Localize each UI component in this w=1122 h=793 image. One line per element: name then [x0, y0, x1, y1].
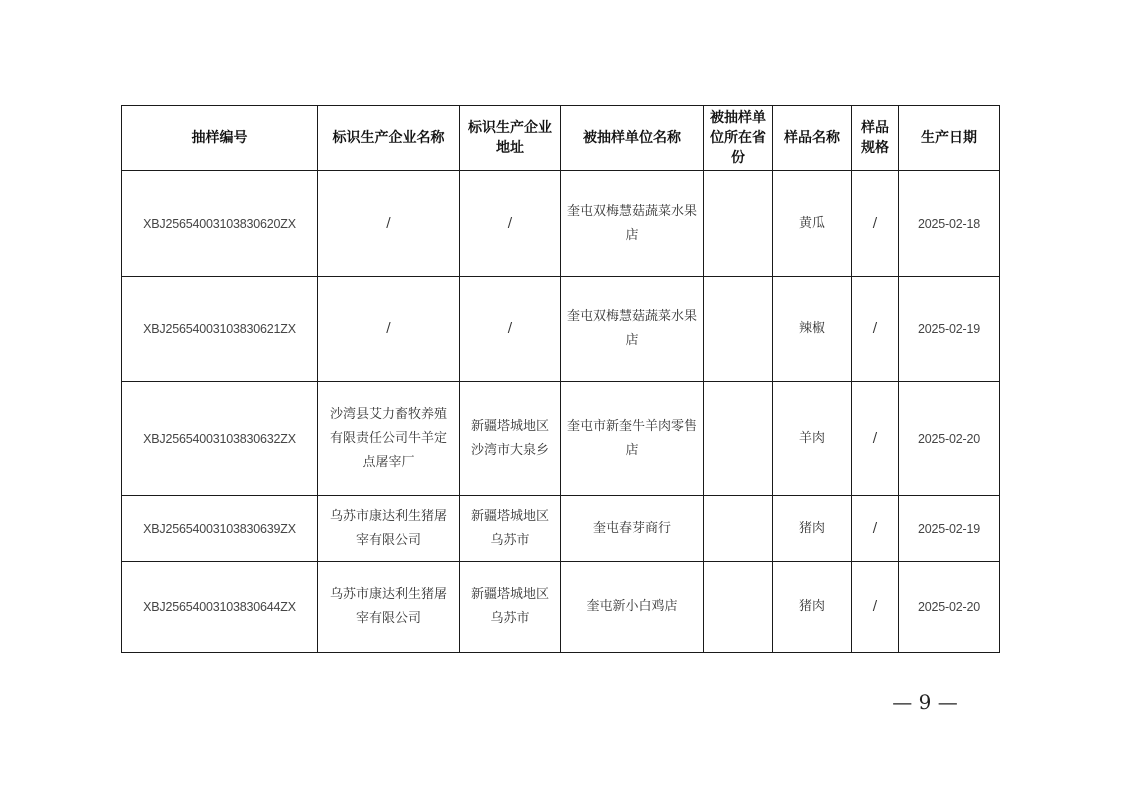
- table-header-row: [122, 106, 1000, 171]
- table-row: [122, 277, 1000, 382]
- province-cell: [704, 171, 773, 277]
- spec-cell: /: [852, 562, 899, 653]
- table-row: [122, 562, 1000, 653]
- header-spec: 样品规格: [852, 106, 899, 171]
- production-date-cell: 2025-02-19: [899, 496, 1000, 562]
- header-sample-name: 样品名称: [773, 106, 852, 171]
- header-province: 被抽样单位所在省份: [704, 106, 773, 171]
- sampling-results-table: [121, 105, 1000, 653]
- production-date-cell: 2025-02-20: [899, 382, 1000, 496]
- header-manufacturer-name: 标识生产企业名称: [318, 106, 460, 171]
- manufacturer-cell: /: [318, 171, 460, 277]
- sampled-unit-cell: 奎屯双梅慧菇蔬菜水果店: [561, 171, 704, 277]
- address-cell: /: [460, 171, 561, 277]
- page-number: — 9 —: [892, 690, 958, 714]
- sample-code-cell: XBJ25654003103830632ZX: [122, 382, 318, 496]
- manufacturer-cell: 乌苏市康达利生猪屠宰有限公司: [318, 562, 460, 653]
- province-cell: [704, 277, 773, 382]
- sample-name-cell: 猪肉: [773, 496, 852, 562]
- sample-code-cell: XBJ25654003103830639ZX: [122, 496, 318, 562]
- spec-cell: /: [852, 496, 899, 562]
- production-date-cell: 2025-02-20: [899, 562, 1000, 653]
- sampled-unit-cell: 奎屯双梅慧菇蔬菜水果店: [561, 277, 704, 382]
- sampled-unit-cell: 奎屯新小白鸡店: [561, 562, 704, 653]
- production-date-cell: 2025-02-18: [899, 171, 1000, 277]
- manufacturer-cell: 沙湾县艾力畜牧养殖有限责任公司牛羊定点屠宰厂: [318, 382, 460, 496]
- address-cell: 新疆塔城地区沙湾市大泉乡: [460, 382, 561, 496]
- header-sampled-unit: 被抽样单位名称: [561, 106, 704, 171]
- sample-code-cell: XBJ25654003103830621ZX: [122, 277, 318, 382]
- header-production-date: 生产日期: [899, 106, 1000, 171]
- address-cell: /: [460, 277, 561, 382]
- table-row: [122, 382, 1000, 496]
- sample-name-cell: 羊肉: [773, 382, 852, 496]
- production-date-cell: 2025-02-19: [899, 277, 1000, 382]
- manufacturer-cell: /: [318, 277, 460, 382]
- sample-code-cell: XBJ25654003103830644ZX: [122, 562, 318, 653]
- address-cell: 新疆塔城地区乌苏市: [460, 562, 561, 653]
- sample-name-cell: 猪肉: [773, 562, 852, 653]
- header-manufacturer-address: 标识生产企业地址: [460, 106, 561, 171]
- table-row: [122, 171, 1000, 277]
- table-row: [122, 496, 1000, 562]
- province-cell: [704, 496, 773, 562]
- sampled-unit-cell: 奎屯市新奎牛羊肉零售店: [561, 382, 704, 496]
- sampled-unit-cell: 奎屯春芽商行: [561, 496, 704, 562]
- province-cell: [704, 382, 773, 496]
- sample-code-cell: XBJ25654003103830620ZX: [122, 171, 318, 277]
- manufacturer-cell: 乌苏市康达利生猪屠宰有限公司: [318, 496, 460, 562]
- sample-name-cell: 辣椒: [773, 277, 852, 382]
- province-cell: [704, 562, 773, 653]
- spec-cell: /: [852, 171, 899, 277]
- sample-name-cell: 黄瓜: [773, 171, 852, 277]
- spec-cell: /: [852, 382, 899, 496]
- address-cell: 新疆塔城地区乌苏市: [460, 496, 561, 562]
- spec-cell: /: [852, 277, 899, 382]
- header-sample-code: 抽样编号: [122, 106, 318, 171]
